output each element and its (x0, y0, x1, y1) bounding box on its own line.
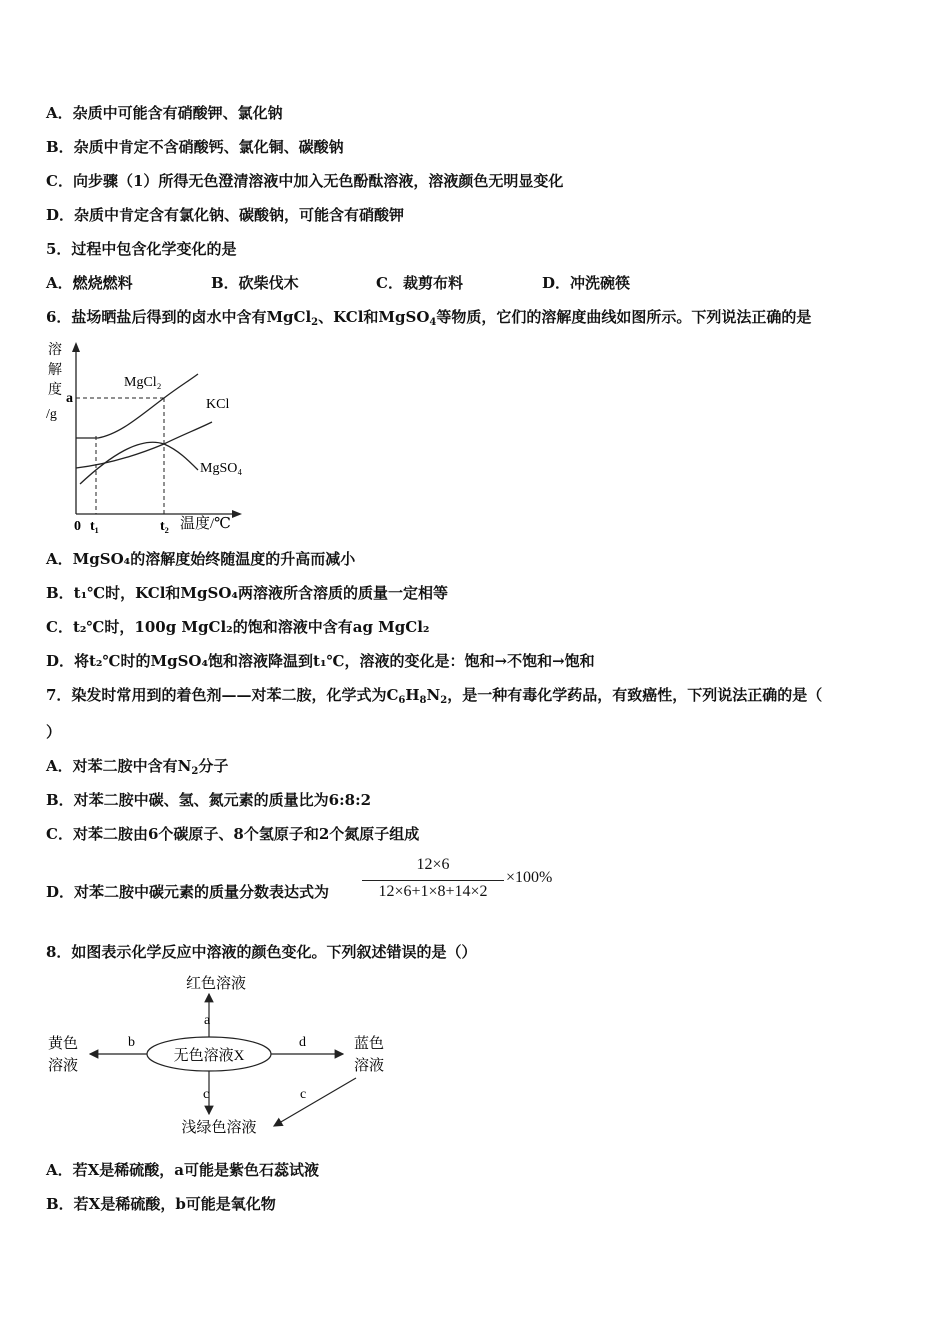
center-label: 无色溶液X (173, 1048, 245, 1064)
label-b: b (128, 1035, 135, 1050)
q7-option-d: D．对苯二胺中碳元素的质量分数表达式为 (46, 883, 330, 901)
q5-option-b: B．砍柴伐木 (211, 274, 299, 292)
q5-option-c: C．裁剪布料 (376, 274, 463, 292)
q4-option-d: D．杂质中肯定含有氯化钠、碳酸钠，可能含有硝酸钾 (46, 206, 405, 224)
label-c-diagonal: c (300, 1087, 307, 1102)
label-a: a (204, 1013, 211, 1028)
chart-ylabel-2: 解 (48, 363, 62, 378)
q7-option-b: B．对苯二胺中碳、氢、氮元素的质量比为6:8:2 (46, 791, 372, 809)
q5-stem: 5．过程中包含化学变化的是 (46, 240, 237, 258)
label-c: c (203, 1087, 210, 1102)
q6-option-d: D．将t₂℃时的MgSO₄饱和溶液降温到t₁℃，溶液的变化是：饱和→不饱和→饱和 (46, 652, 595, 670)
chart-label-mgso4: MgSO₄ (200, 461, 243, 476)
q7-option-a: A．对苯二胺中含有$N_2$分子 (46, 757, 229, 777)
q5-option-a: A．燃烧燃料 (46, 274, 133, 292)
chart-ylabel-3: 度 (48, 383, 62, 398)
x-axis-arrow (232, 510, 242, 518)
left-label-1: 黄色 (48, 1036, 79, 1052)
q6-option-a: A．MgSO₄的溶解度始终随温度的升高而减小 (46, 550, 356, 568)
q7-option-c: C．对苯二胺由6个碳原子、8个氢原子和2个氮原子组成 (46, 825, 420, 843)
right-label-2: 溶液 (354, 1058, 385, 1074)
q6-option-c: C．t₂℃时，100g MgCl₂的饱和溶液中含有ag MgCl₂ (46, 618, 430, 636)
color-change-diagram (40, 966, 410, 1146)
q8-option-b: B．若X是稀硫酸，b可能是氧化物 (46, 1195, 276, 1213)
chart-label-mgcl2: MgCl₂ (124, 375, 162, 390)
chart-label-kcl: KCl (206, 397, 230, 412)
mass-fraction-formula (362, 856, 562, 906)
chart-t2: t₂ (160, 519, 169, 534)
q5-options (46, 273, 630, 293)
left-label-2: 溶液 (48, 1058, 79, 1074)
bottom-label: 浅绿色溶液 (181, 1120, 257, 1136)
q6-stem: 6．盐场晒盐后得到的卤水中含有MgCl$_2$、KCl和MgSO$_4$等物质，它们的溶解度曲线如图所示。下列说法正确的是 (46, 308, 812, 328)
q4-option-b: B．杂质中肯定不含硝酸钙、氯化铜、碳酸钠 (46, 138, 344, 156)
y-axis-arrow (72, 342, 80, 352)
chart-origin: 0 (74, 519, 81, 534)
q8-option-a: A．若X是稀硫酸，a可能是紫色石蕊试液 (46, 1161, 319, 1179)
chart-t1: t₁ (90, 519, 99, 534)
formula-percent: ×100% (506, 869, 553, 886)
label-d: d (299, 1035, 306, 1050)
chart-ylabel-4: /g (46, 407, 57, 422)
chart-label-a: a (66, 391, 73, 406)
arrow-c-diagonal (274, 1078, 356, 1126)
q6-option-b: B．t₁℃时，KCl和MgSO₄两溶液所含溶质的质量一定相等 (46, 584, 448, 602)
solubility-curve-chart (40, 336, 255, 536)
q5-option-d: D．冲洗碗筷 (542, 274, 631, 292)
fraction-bar (362, 880, 504, 881)
formula-denominator: 12×6+1×8+14×2 (378, 883, 488, 900)
right-label-1: 蓝色 (354, 1036, 385, 1052)
q8-stem: 8．如图表示化学反应中溶液的颜色变化。下列叙述错误的是（） (46, 943, 477, 961)
formula-numerator: 12×6 (416, 856, 450, 873)
chart-xlabel: 温度/℃ (180, 516, 231, 532)
q7-stem: 7．染发时常用到的着色剂——对苯二胺，化学式为$C_6H_8N_2$，是一种有毒化学药品，有致癌性，下列说法正确的是（ (46, 686, 823, 706)
q7-stem-close: ） (46, 723, 62, 741)
mgso4-curve (80, 442, 198, 484)
q4-option-c: C．向步骤（1）所得无色澄清溶液中加入无色酚酞溶液，溶液颜色无明显变化 (46, 172, 564, 190)
chart-ylabel-1: 溶 (48, 343, 62, 358)
q4-option-a: A．杂质中可能含有硝酸钾、氯化钠 (46, 104, 283, 122)
top-label: 红色溶液 (185, 976, 247, 992)
